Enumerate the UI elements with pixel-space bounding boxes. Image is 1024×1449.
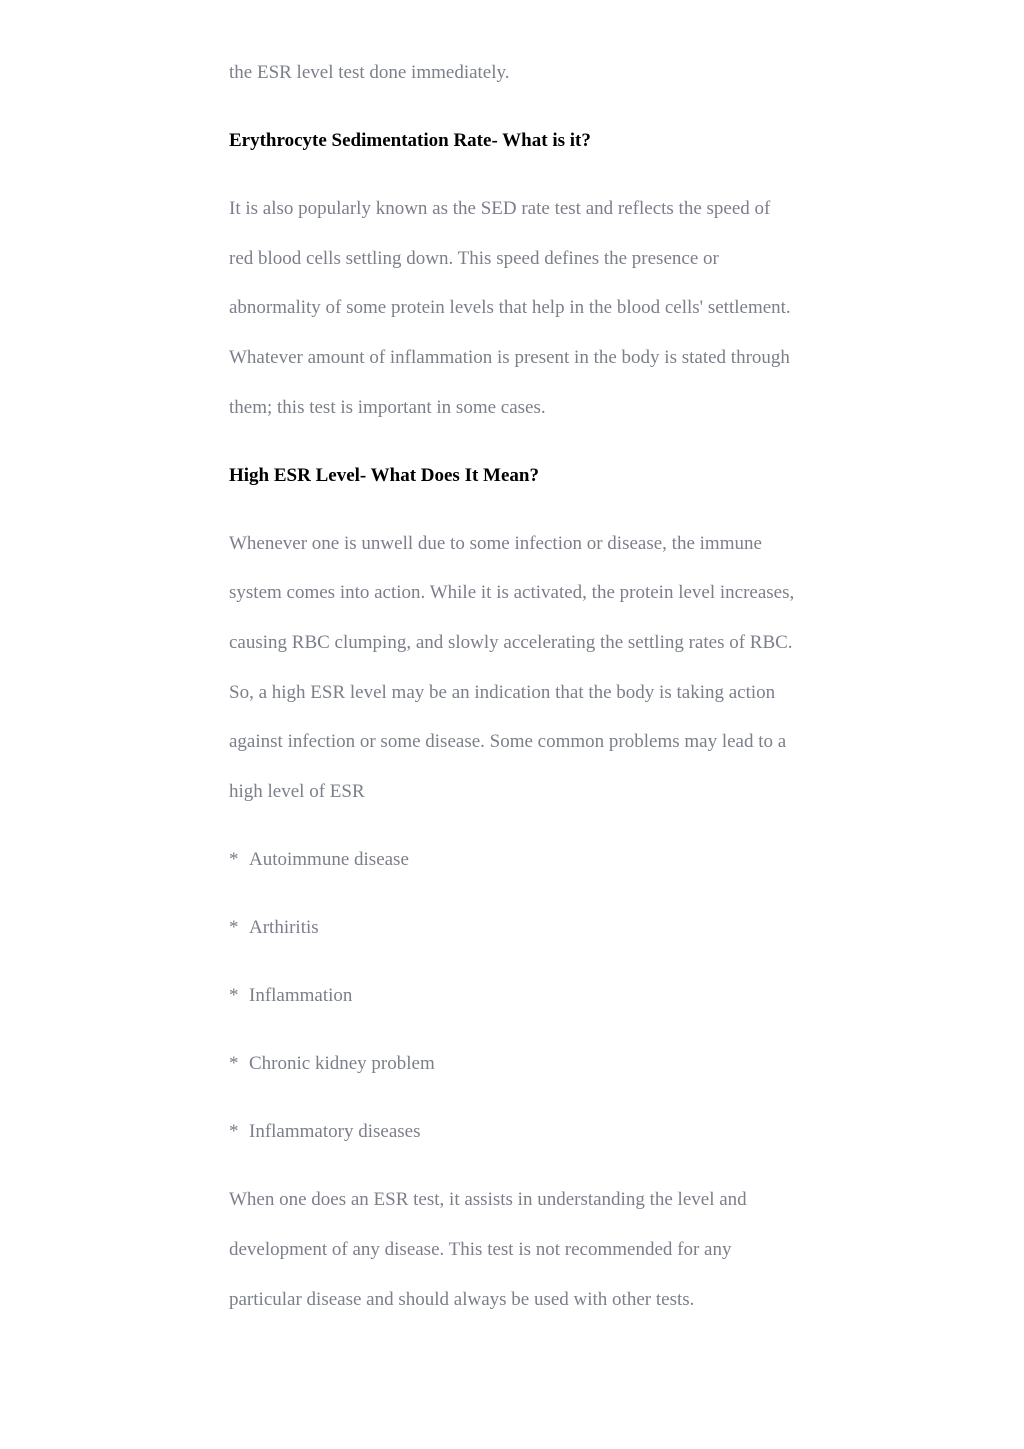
list-item: [229, 984, 352, 1008]
lead-paragraph-line: the ESR level test done immediately.: [229, 62, 510, 83]
paragraph-line: system comes into action. While it is activated, the protein level increases,: [229, 582, 795, 603]
paragraph-line: high level of ESR: [229, 781, 365, 802]
list-item-text: Inflammatory diseases: [249, 1121, 421, 1142]
list-item: [229, 916, 319, 940]
bullet-marker: *: [229, 849, 239, 870]
paragraph-line: So, a high ESR level may be an indication that the body is taking action: [229, 682, 776, 703]
bullet-marker: *: [229, 917, 239, 938]
paragraph-line: Whenever one is unwell due to some infection or disease, the immune: [229, 533, 762, 554]
paragraph-line: them; this test is important in some cases.: [229, 397, 546, 418]
section-heading-erythrocyte: Erythrocyte Sedimentation Rate- What is it?: [229, 130, 591, 151]
paragraph-line: It is also popularly known as the SED rate test and reflects the speed of: [229, 198, 771, 219]
bullet-marker: *: [229, 985, 239, 1006]
paragraph-line: causing RBC clumping, and slowly accelerating the settling rates of RBC.: [229, 632, 793, 653]
list-item-text: Chronic kidney problem: [249, 1053, 435, 1074]
paragraph-line: development of any disease. This test is not recommended for any: [229, 1239, 732, 1260]
list-item-text: Arthiritis: [249, 917, 319, 938]
list-item: [229, 848, 409, 872]
section-heading-high-esr: High ESR Level- What Does It Mean?: [229, 465, 539, 486]
paragraph-line: Whatever amount of inflammation is present in the body is stated through: [229, 347, 790, 368]
paragraph-line: particular disease and should always be used with other tests.: [229, 1289, 695, 1310]
list-item: [229, 1052, 435, 1076]
paragraph-line: When one does an ESR test, it assists in understanding the level and: [229, 1189, 747, 1210]
list-item: [229, 1120, 420, 1144]
list-item-text: Autoimmune disease: [249, 849, 409, 870]
paragraph-line: red blood cells settling down. This speed defines the presence or: [229, 248, 719, 269]
paragraph-line: against infection or some disease. Some common problems may lead to a: [229, 731, 787, 752]
paragraph-line: abnormality of some protein levels that help in the blood cells' settlement.: [229, 297, 791, 318]
bullet-marker: *: [229, 1121, 239, 1142]
bullet-marker: *: [229, 1053, 239, 1074]
list-item-text: Inflammation: [249, 985, 353, 1006]
